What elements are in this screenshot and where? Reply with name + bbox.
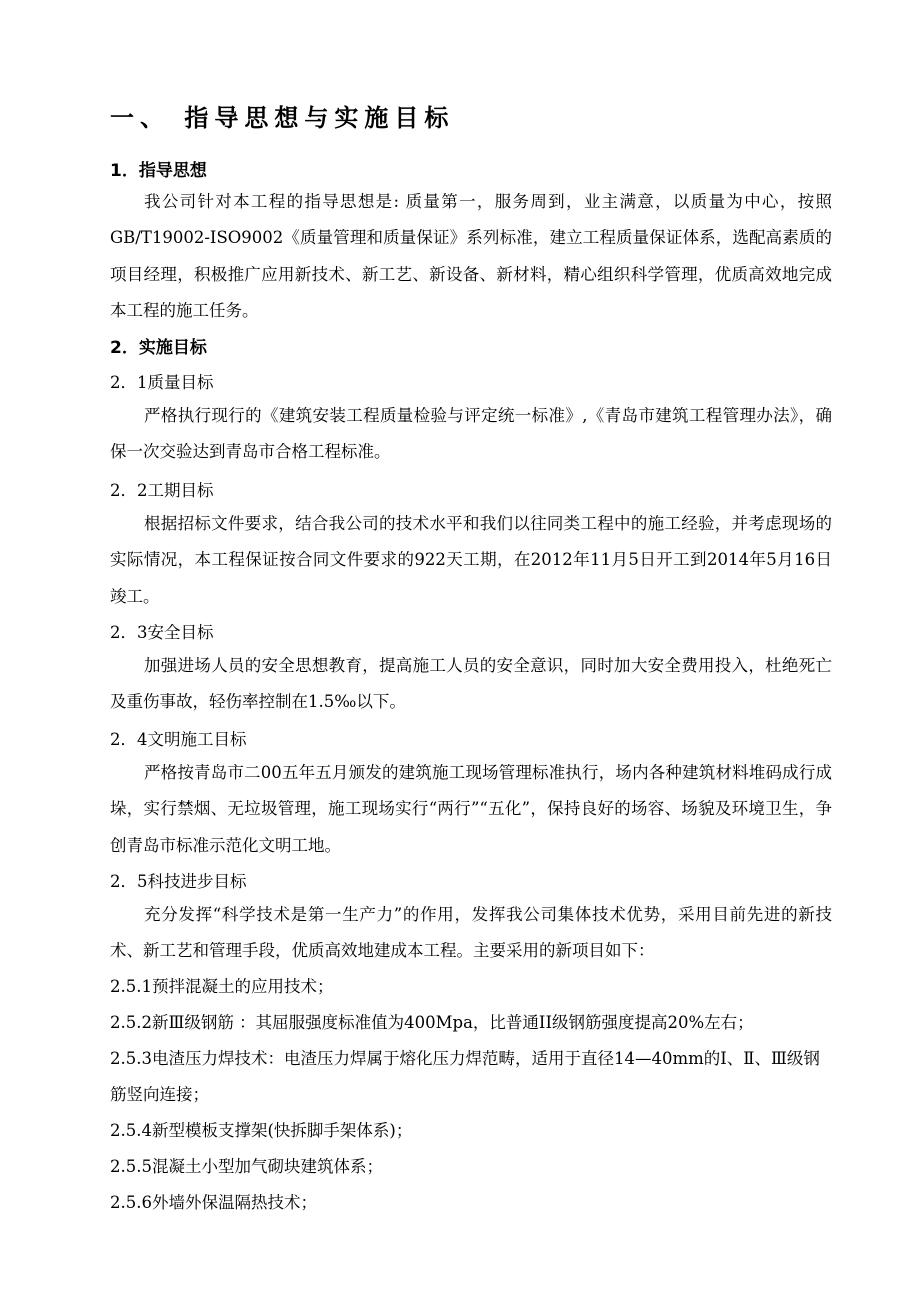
section-title: 一、 指导思想与实施目标 [110,104,455,132]
list-item: 2.5.3电渣压力焊技术：电渣压力焊属于熔化压力焊范畴，适用于直径14—40mm的Ⅰ、Ⅱ、Ⅲ级钢筋竖向连接； [110,1049,820,1105]
heading-quality-goal: 2．1质量目标 [110,373,214,392]
list-item: 2.5.1预拌混凝土的应用技术； [110,977,334,996]
paragraph-safety-goal: 加强进场人员的安全思想教育，提高施工人员的安全意识，同时加大安全费用投入，杜绝死亡及重伤事故，轻伤率控制在1.5‰以下。 [110,656,832,712]
heading-safety-goal: 2．3安全目标 [110,623,214,642]
heading-tech-progress-goal: 2．5科技进步目标 [110,872,247,891]
list-item: 2.5.2新Ⅲ级钢筋 ：其屈服强度标准值为400Mpa，比普通II级钢筋强度提高20%左右； [110,1013,754,1032]
paragraph-civil-construction-goal: 严格按青岛市二00五年五月颁发的建筑施工现场管理标准执行，场内各种建筑材料堆码成行成垛，实行禁烟、无垃圾管理，施工现场实行“两行”“五化”，保持良好的场容、场貌及环境卫生，争创青岛市标准示范化文明工地。 [110,763,832,855]
list-item: 2.5.4新型模板支撑架(快拆脚手架体系)； [110,1121,413,1140]
paragraph-schedule-goal: 根据招标文件要求，结合我公司的技术水平和我们以往同类工程中的施工经验，并考虑现场的实际情况，本工程保证按合同文件要求的922天工期，在2012年11月5日开工到2014年5月16日竣工。 [110,514,832,606]
list-item: 2.5.6外墙外保温隔热技术； [110,1193,317,1212]
list-item: 2.5.5混凝土小型加气砌块建筑体系； [110,1157,383,1176]
paragraph-quality-goal: 严格执行现行的《建筑安装工程质量检验与评定统一标准》,《青岛市建筑工程管理办法》，确保一次交验达到青岛市合格工程标准。 [110,406,832,462]
paragraph-guiding-idea: 我公司针对本工程的指导思想是: 质量第一，服务周到，业主满意，以质量为中心，按照GB/T19002-ISO9002《质量管理和质量保证》系列标准，建立工程质量保证体系，选配高素质的项目经理，积极推广应用新技术、新工艺、新设备、新材料，精心组织科学管理，优质高效地完成本工程的施工任务。 [110,192,832,320]
heading-guiding-idea: 1．指导思想 [110,161,207,181]
heading-civil-construction-goal: 2．4文明施工目标 [110,730,247,749]
heading-goals: 2．实施目标 [110,338,207,358]
paragraph-tech-progress-goal: 充分发挥“科学技术是第一生产力”的作用，发挥我公司集体技术优势，采用目前先进的新技术、新工艺和管理手段，优质高效地建成本工程。主要采用的新项目如下： [110,905,832,961]
heading-schedule-goal: 2．2工期目标 [110,481,214,500]
